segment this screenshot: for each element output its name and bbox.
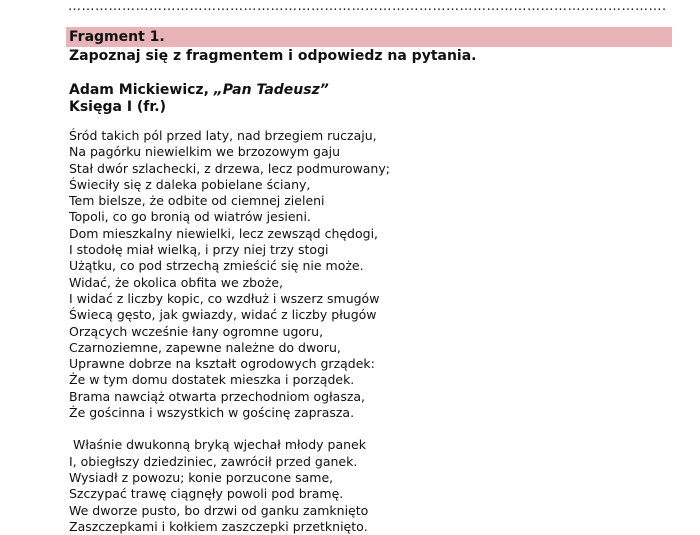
poem-line: Uprawne dobrze na kształt ogrodowych grządek: [69,356,375,372]
poem-line: Wysiadł z powozu; konie porzucone same, [69,469,334,485]
book-heading: Księga I (fr.) [69,99,167,115]
poem-line: I stodołę miał wielką, i przy niej trzy stogi [69,242,329,258]
poem-line: Widać, że okolica obfita we zboże, [69,274,283,290]
poem-line: Że gościnna i wszystkich w gościnę zaprasza. [69,405,355,421]
task-instruction: Zapoznaj się z fragmentem i odpowiedz na pytania. [69,48,477,64]
poem-line: Topoli, co go bronią od wiatrów jesieni. [69,209,311,225]
poem-line: Dom mieszkalny niewielki, lecz zewsząd chędogi, [69,225,379,241]
answer-dotted-line: ……………………………………………………………………………………………………………………. [68,0,667,14]
poem-line: I widać z liczby kopic, co wzdłuż i wszerz smugów [69,290,380,306]
author-name: Adam Mickiewicz, [69,82,214,98]
poem-stanza-1 [69,128,629,421]
poem-line: Brama nawciąż otwarta przechodniom ogłasza, [69,388,366,404]
poem-line: Właśnie dwukonną bryką wjechał młody panek [69,437,366,453]
work-title: „Pan Tadeusz” [213,82,329,98]
poem-line: Czarnoziemne, zapewne należne do dworu, [69,339,341,355]
poem-line: Śród takich pól przed laty, nad brzegiem ruczaju, [69,128,377,143]
poem-line: Stał dwór szlachecki, z drzewa, lecz podmurowany; [69,160,390,176]
poem-line: Zaszczepkami i kołkiem zaszczepki przetknięto. [69,518,368,534]
poem-line: Świecą gęsto, jak gwiazdy, widać z liczby pługów [69,307,377,323]
fragment-title: Fragment 1. [69,29,165,45]
poem-line: Szczypać trawę ciągnęły powoli pod bramę. [69,486,344,502]
poem-text [69,128,629,535]
poem-line: Na pagórku niewielkim we brzozowym gaju [69,144,340,160]
poem-line: Świeciły się z daleka pobielane ściany, [69,176,311,192]
poem-line: Użątku, co pod strzechą zmieścić się nie może. [69,258,364,274]
author-heading [69,81,329,99]
stanza-gap [69,421,629,437]
poem-line: Orzących wcześnie łany ogromne ugoru, [69,323,324,339]
poem-line: We dworze pusto, bo drzwi od ganku zamknięto [69,502,369,518]
poem-stanza-2 [69,437,629,535]
poem-line: Że w tym domu dostatek mieszka i porządek. [69,372,355,388]
poem-line: I, obiegłszy dziedziniec, zawrócił przed ganek. [69,453,358,469]
poem-line: Tem bielsze, że odbite od ciemnej zieleni [69,193,325,209]
